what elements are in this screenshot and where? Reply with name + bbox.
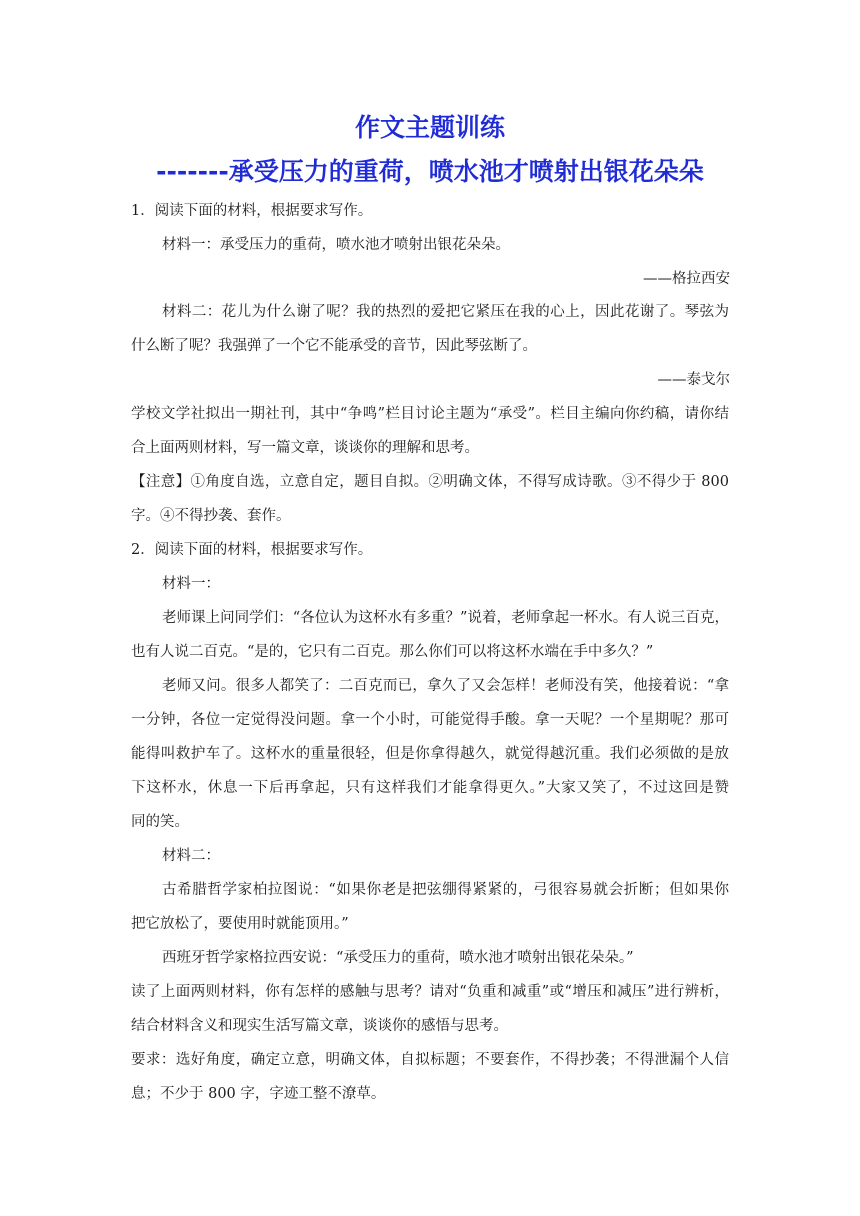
- title-line-1: 作文主题训练: [354, 113, 505, 142]
- q2-paragraph-2-line-2: 一分钟，各位一定觉得没问题。拿一个小时，可能觉得手酸。拿一天呢？一个星期呢？那可: [131, 712, 729, 728]
- q2-paragraph-2-line-1: 老师又问。很多人都笑了：二百克而已，拿久了又会怎样！老师没有笑，他接着说：“拿: [162, 678, 729, 694]
- q1-material-2-line-2: 什么断了呢？我强弹了一个它不能承受的音节，因此琴弦断了。: [131, 338, 537, 354]
- q1-material-2-author: ——泰戈尔: [657, 372, 730, 388]
- q2-material-1-label: 材料一：: [162, 576, 220, 592]
- q2-material-2-label: 材料二：: [162, 848, 220, 864]
- q2-paragraph-2-line-3: 能得叫救护车了。这杯水的重量很轻，但是你拿得越久，就觉得越沉重。我们必须做的是放: [131, 746, 729, 762]
- q2-paragraph-2-line-5: 同的笑。: [131, 814, 189, 830]
- q2-paragraph-3-line-2: 把它放松了，要使用时就能顶用。”: [131, 916, 349, 932]
- q2-intro: 2．阅读下面的材料，根据要求写作。: [131, 542, 373, 558]
- q1-note-line-1: 【注意】①角度自选，立意自定，题目自拟。②明确文体，不得写成诗歌。③不得少于 800: [131, 474, 729, 490]
- q1-intro: 1．阅读下面的材料，根据要求写作。: [131, 203, 373, 219]
- q2-paragraph-1-line-2: 也有人说二百克。“是的，它只有二百克。那么你们可以将这杯水端在手中多久？”: [131, 644, 654, 660]
- q1-material-1-author: ——格拉西安: [643, 271, 730, 287]
- q2-task-line-2: 结合材料含义和现实生活写篇文章，谈谈你的感悟与思考。: [131, 1018, 508, 1034]
- q2-paragraph-4: 西班牙哲学家格拉西安说：“承受压力的重荷，喷水池才喷射出银花朵朵。”: [162, 950, 634, 966]
- q1-task-line-1: 学校文学社拟出一期社刊，其中“争鸣”栏目讨论主题为“承受”。栏目主编向你约稿，请你结: [131, 406, 729, 422]
- q1-note-line-2: 字。④不得抄袭、套作。: [131, 508, 291, 524]
- q2-requirement-line-1: 要求：选好角度，确定立意，明确文体，自拟标题；不要套作，不得抄袭；不得泄漏个人信: [131, 1052, 729, 1068]
- q2-paragraph-1-line-1: 老师课上问同学们：“各位认为这杯水有多重？”说着，老师拿起一杯水。有人说三百克，: [162, 610, 729, 626]
- q2-task-line-1: 读了上面两则材料，你有怎样的感触与思考？请对“负重和减重”或“增压和减压”进行辨析，: [131, 984, 729, 1000]
- q1-task-line-2: 合上面两则材料，写一篇文章，谈谈你的理解和思考。: [131, 440, 479, 456]
- q1-material-2-line-1: 材料二：花儿为什么谢了呢？我的热烈的爱把它紧压在我的心上，因此花谢了。琴弦为: [162, 304, 729, 320]
- q2-paragraph-2-line-4: 下这杯水，休息一下后再拿起，只有这样我们才能拿得更久。”大家又笑了，不过这回是赞: [131, 780, 729, 796]
- q2-paragraph-3-line-1: 古希腊哲学家柏拉图说：“如果你老是把弦绷得紧紧的，弓很容易就会折断；但如果你: [162, 882, 729, 898]
- q2-requirement-line-2: 息；不少于 800 字，字迹工整不潦草。: [131, 1086, 386, 1102]
- q1-material-1: 材料一：承受压力的重荷，喷水池才喷射出银花朵朵。: [162, 237, 510, 253]
- title-line-2: -------承受压力的重荷，喷水池才喷射出银花朵朵: [156, 157, 704, 186]
